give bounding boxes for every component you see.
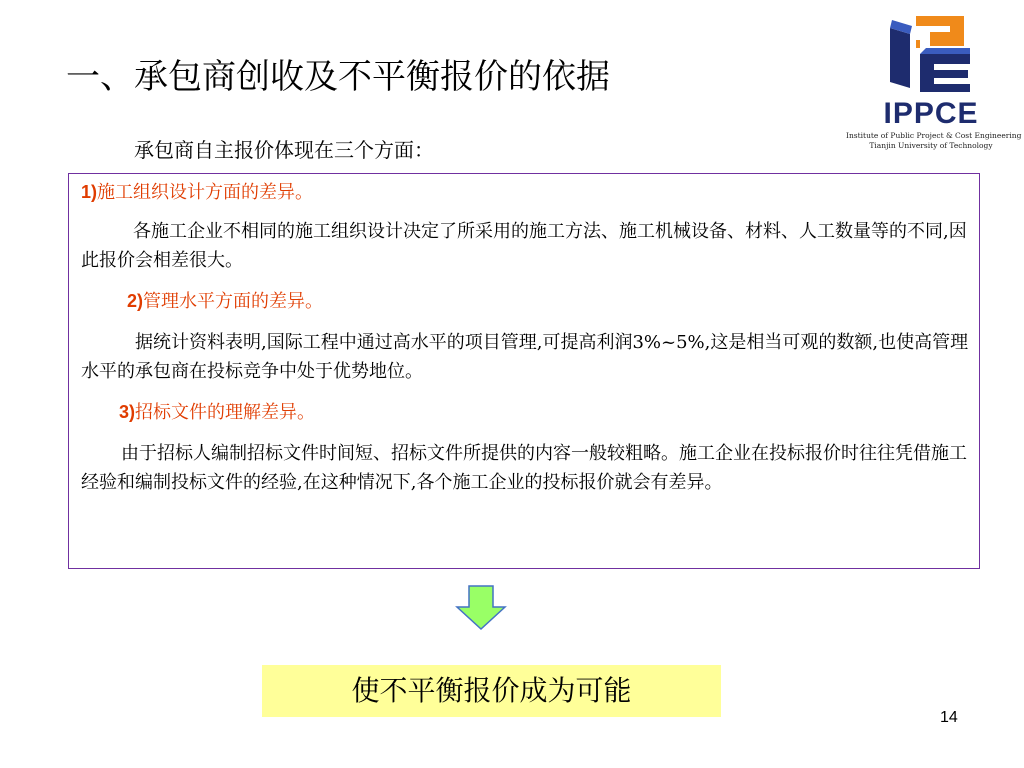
section-body-2 — [81, 328, 969, 386]
conclusion-box: 使不平衡报价成为可能 — [262, 665, 721, 717]
section-heading-2 — [81, 287, 969, 316]
section-number: 1) — [81, 182, 98, 202]
section-body-text: 据统计资料表明,国际工程中通过高水平的项目管理,可提高利润3%~5%,这是相当可观的数额,也使高管理水平的承包商在投标竞争中处于优势地位。 — [81, 332, 969, 382]
section-body-text: 由于招标人编制招标文件时间短、招标文件所提供的内容一般较粗略。施工企业在投标报价时往往凭借施工经验和编制投标文件的经验,在这种情况下,各个施工企业的投标报价就会有差异。 — [81, 443, 967, 493]
page-number: 14 — [940, 709, 958, 726]
section-number: 3) — [119, 402, 136, 422]
slide-title: 一、承包商创收及不平衡报价的依据 — [66, 57, 610, 97]
section-heading-text: 管理水平方面的差异。 — [143, 291, 324, 312]
section-heading-text: 施工组织设计方面的差异。 — [97, 182, 314, 203]
logo-university-name: Tianjin University of Technology — [869, 141, 993, 150]
section-number: 2) — [127, 291, 144, 311]
slide-subtitle: 承包商自主报价体现在三个方面： — [134, 138, 434, 162]
ippce-logo-icon — [890, 12, 972, 94]
section-heading-1 — [81, 178, 969, 207]
logo-wordmark: IPPCE — [883, 97, 979, 130]
section-heading-text: 招标文件的理解差异。 — [135, 402, 316, 423]
section-body-text: 各施工企业不相同的施工组织设计决定了所采用的施工方法、施工机械设备、材料、人工数量等的不同,因此报价会相差很大。 — [81, 221, 967, 271]
logo-institute-name: Institute of Public Project & Cost Engineering — [846, 131, 1022, 140]
down-arrow-icon — [455, 585, 507, 631]
section-heading-3 — [81, 398, 969, 427]
section-body-3 — [81, 439, 969, 497]
content-box — [68, 173, 980, 569]
ippce-logo — [846, 12, 1022, 152]
section-body-1 — [81, 217, 969, 275]
